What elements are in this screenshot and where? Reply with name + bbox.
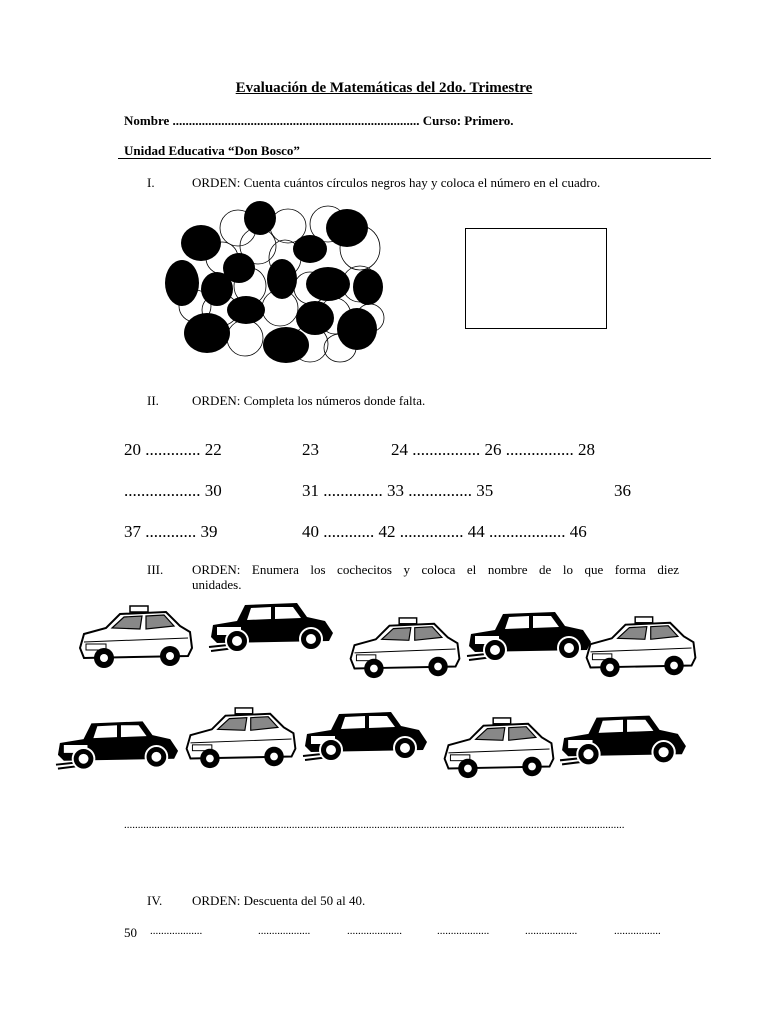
classic-car-icon (464, 606, 596, 666)
taxi-car-icon (346, 616, 464, 684)
page-title: Evaluación de Matemáticas del 2do. Trimestre (235, 80, 533, 96)
classic-car-icon (206, 597, 338, 657)
taxi-car-icon (440, 716, 558, 784)
section-1-number: I. (147, 175, 155, 190)
answer-line[interactable]: ...................................................................................................................................................................................... (124, 819, 625, 831)
countdown-blank-1[interactable]: ................... (150, 925, 203, 937)
number-row-3-group-1: 37 ............ 39 (124, 522, 218, 541)
number-row-2-group-3: 36 (614, 481, 631, 500)
section-2-instruction: ORDEN: Completa los números donde falta. (192, 393, 426, 408)
header-divider (118, 158, 711, 159)
section-1-instruction: ORDEN: Cuenta cuántos círculos negros hay y coloca el número en el cuadro. (192, 175, 601, 190)
section-3-number: III. (147, 562, 164, 577)
number-row-2-group-2: 31 .............. 33 ............... 35 (302, 481, 494, 500)
section-4-number: IV. (147, 893, 163, 908)
classic-car-icon (300, 706, 432, 766)
number-row-2-group-1: .................. 30 (124, 481, 222, 500)
section-3-instruction-line-2: unidades. (192, 577, 242, 592)
countdown-blank-2[interactable]: ................... (258, 925, 311, 937)
countdown-blank-3[interactable]: .................... (347, 925, 402, 937)
taxi-car-icon (582, 615, 700, 683)
countdown-blank-5[interactable]: ................... (525, 925, 578, 937)
countdown-blank-4[interactable]: ................... (437, 925, 490, 937)
section-3-instruction-line-1: ORDEN: Enumera los cochecitos y coloca el nombre de lo que forma diez (192, 562, 679, 577)
section-4-instruction: ORDEN: Descuenta del 50 al 40. (192, 893, 366, 908)
answer-box[interactable] (465, 228, 607, 329)
circle-cluster (160, 198, 390, 368)
taxi-car-icon (182, 706, 300, 774)
taxi-car-icon (76, 604, 196, 674)
number-row-1-group-1: 20 ............. 22 (124, 440, 222, 459)
countdown-blank-6[interactable]: ................. (614, 925, 661, 937)
name-course-line: Nombre ............................................................................ Curso: Primero. (124, 113, 514, 128)
school-line: Unidad Educativa “Don Bosco” (124, 143, 300, 158)
number-row-1-group-3: 24 ................ 26 ................ 28 (391, 440, 595, 459)
number-row-1-group-2: 23 (302, 440, 319, 459)
countdown-start: 50 (124, 925, 137, 940)
number-row-3-group-2: 40 ............ 42 ............... 44 .................. 46 (302, 522, 587, 541)
section-2-number: II. (147, 393, 159, 408)
classic-car-icon (558, 708, 690, 772)
classic-car-icon (54, 715, 182, 775)
